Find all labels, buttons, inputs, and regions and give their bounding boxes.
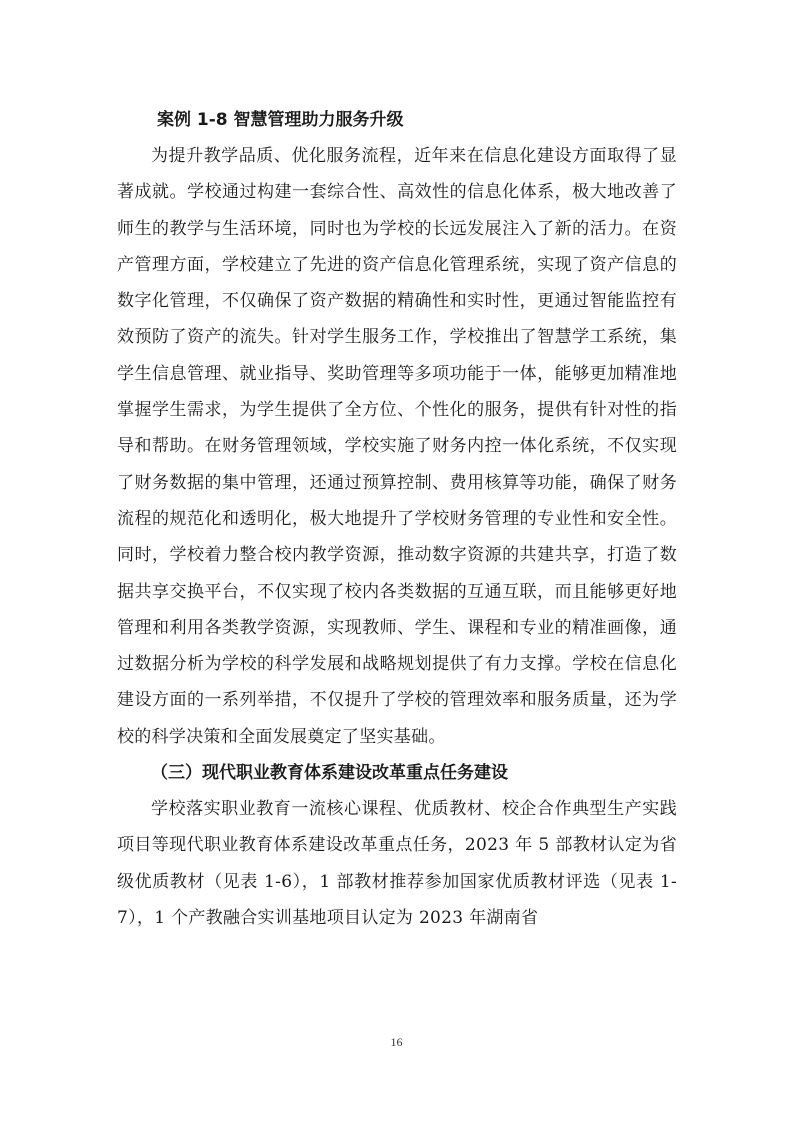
- section-heading: （三）现代职业教育体系建设改革重点任务建设: [151, 763, 508, 784]
- case-paragraph: 为提升教学品质、优化服务流程，近年来在信息化建设方面取得了显著成就。学校通过构建一套综合性、高效性的信息化体系，极大地改善了师生的教学与生活环境，同时也为学校的长远发展注入了新的活力。在资产管理方面，学校建立了先进的资产信息化管理系统，实现了资产信息的数字化管理，不仅确保了资产数据的精确性和实时性，更通过智能监控有效预防了资产的流失。针对学生服务工作，学校推出了智慧学工系统，集学生信息管理、就业指导、奖助管理等多项功能于一体，能够更加精准地掌握学生需求，为学生提供了全方位、个性化的服务，提供有针对性的指导和帮助。在财务管理领域，学校实施了财务内控一体化系统，不仅实现了财务数据的集中管理，还通过预算控制、费用核算等功能，确保了财务流程的规范化和透明化，极大地提升了学校财务管理的专业性和安全性。同时，学校着力整合校内教学资源，推动数字资源的共建共享，打造了数据共享交换平台，不仅实现了校内各类数据的互通互联，而且能够更好地管理和利用各类教学资源，实现教师、学生、课程和专业的精准画像，通过数据分析为学校的科学发展和战略规划提供了有力支撑。学校在信息化建设方面的一系列举措，不仅提升了学校的管理效率和服务质量，还为学校的科学决策和全面发展奠定了坚实基础。: [117, 146, 677, 747]
- case-heading: 案例 1-8 智慧管理助力服务升级: [157, 110, 404, 130]
- section-paragraph: 学校落实职业教育一流核心课程、优质教材、校企合作典型生产实践项目等现代职业教育体系建设改革重点任务，2023 年 5 部教材认定为省级优质教材（见表 1-6），1 部教材推荐参加国家优质教材评选（见表 1-7），1 个产教融合实训基地项目认定为 2023 年湖南省: [117, 799, 677, 928]
- page-number: 16: [390, 1035, 403, 1049]
- page-content: [117, 102, 677, 936]
